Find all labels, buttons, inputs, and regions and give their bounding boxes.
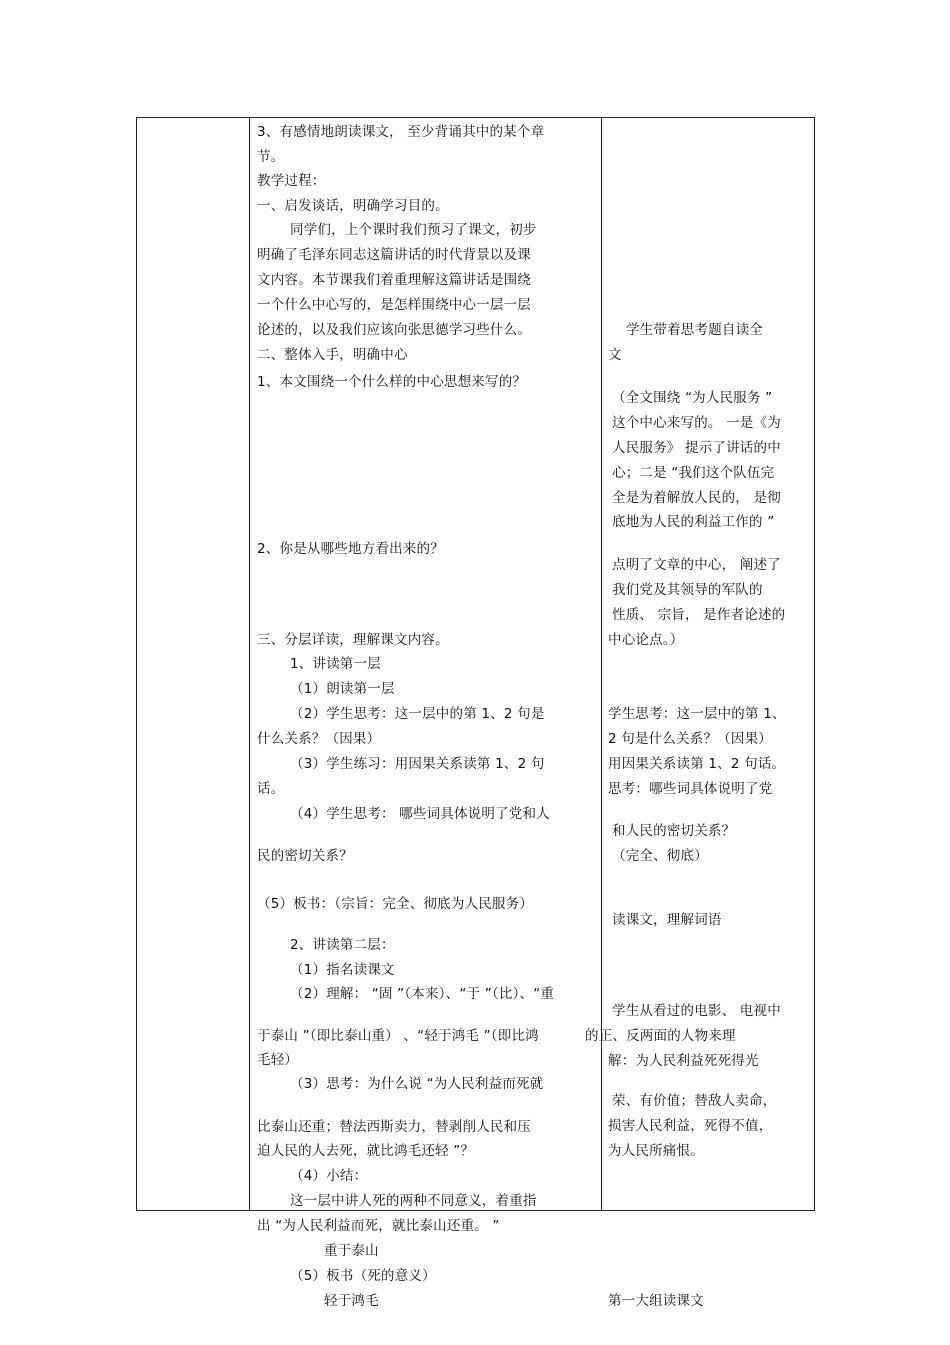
student-activity: （完全、彻底）	[612, 848, 708, 864]
step-line: 民的密切关系？	[257, 848, 353, 864]
step-line: 这一层中讲人死的两种不同意义，着重指	[290, 1193, 537, 1209]
board-note: （5）板书（死的意义）	[290, 1268, 436, 1284]
board-note: 轻于鸿毛	[324, 1293, 379, 1309]
answer-line: 底地为人民的利益工作的 ”	[612, 514, 775, 530]
paragraph-line: 论述的，以及我们应该向张思德学习些什么。	[257, 322, 531, 338]
section-heading: 一、启发谈话，明确学习目的。	[257, 198, 449, 214]
step-line: 什么关系？（因果）	[257, 731, 381, 747]
step-line: 于泰山 ”（即比泰山重） 、“轻于鸿毛 ”（即比鸿	[257, 1028, 539, 1044]
student-activity: 读课文，理解词语	[612, 912, 722, 928]
step-line: （2）理解： “固 ”（本来）、“于 ”（比）、“重	[290, 986, 555, 1002]
answer-line: 性质、 宗旨， 是作者论述的	[612, 607, 786, 623]
step-line: （4）学生思考： 哪些词具体说明了党和人	[290, 806, 550, 822]
answer-line: 我们党及其领导的军队的	[612, 582, 763, 598]
column-divider-left	[249, 117, 250, 1211]
paragraph-line: 一个什么中心写的，是怎样围绕中心一层一层	[257, 297, 531, 313]
step-line: （4）小结：	[290, 1168, 368, 1184]
question: 1、本文围绕一个什么样的中心思想来写的？	[257, 374, 527, 390]
board-note: 重于泰山	[324, 1243, 379, 1259]
step-line: 比泰山还重；替法西斯卖力，替剥削人民和压	[257, 1119, 531, 1135]
student-activity: 用因果关系读第 1、2 句话。	[608, 756, 786, 772]
answer-line: 心；二是 “我们这个队伍完	[612, 465, 775, 481]
objective-3: 3、有感情地朗读课文， 至少背诵其中的某个章	[257, 124, 545, 140]
step-line: 毛轻）	[257, 1052, 299, 1068]
paragraph-line: 文内容。本节课我们着重理解这篇讲话是围绕	[257, 272, 531, 288]
paragraph-line: 同学们，上个课时我们预习了课文，初步	[290, 222, 537, 238]
continuation-line: 出 “为人民利益而死，就比泰山还重。 ”	[257, 1218, 500, 1234]
section-heading: 教学过程：	[257, 173, 326, 189]
step-line: （3）学生练习：用因果关系读第 1、2 句	[290, 756, 545, 772]
text-line: 节。	[257, 149, 285, 165]
student-activity: 和人民的密切关系？	[612, 823, 736, 839]
answer-line: 这个中心来写的。 一是《为	[612, 415, 781, 431]
sub-heading: 2、讲读第二层：	[290, 937, 395, 953]
section-heading: 三、分层详读，理解课文内容。	[257, 632, 449, 648]
answer-line: 点明了文章的中心， 阐述了	[612, 557, 781, 573]
step-line: （1）朗读第一层	[290, 681, 395, 697]
student-activity: 解：为人民利益死死得光	[608, 1053, 759, 1069]
student-activity: 学生带着思考题自读全	[626, 322, 763, 338]
question: 2、你是从哪些地方看出来的？	[257, 541, 444, 557]
student-activity: 2 句是什么关系？（因果）	[608, 731, 772, 747]
student-activity: 损害人民利益，死得不值，	[608, 1118, 773, 1134]
student-activity: 学生从看过的电影、 电视中	[612, 1003, 781, 1019]
answer-line: 中心论点。）	[608, 632, 684, 648]
column-divider-right	[601, 117, 602, 1211]
step-line: （2）学生思考：这一层中的第 1、2 句是	[290, 706, 545, 722]
student-activity: 的正、反两面的人物来理	[585, 1028, 736, 1044]
student-activity: 学生思考：这一层中的第 1、	[608, 706, 786, 722]
student-activity: 为人民所痛恨。	[608, 1143, 704, 1159]
answer-line: 全是为着解放人民的， 是彻	[612, 490, 781, 506]
step-line: （3）思考：为什么说 “为人民利益而死就	[290, 1076, 544, 1092]
student-activity: 思考：哪些词具体说明了党	[608, 781, 773, 797]
student-activity: 荣、有价值；替敌人卖命，	[612, 1093, 777, 1109]
sub-heading: 1、讲读第一层	[290, 656, 381, 672]
student-activity: 第一大组读课文	[608, 1293, 704, 1309]
paragraph-line: 明确了毛泽东同志这篇讲话的时代背景以及课	[257, 247, 531, 263]
step-line: （5）板书：（宗旨：完全、彻底为人民服务）	[257, 896, 534, 912]
step-line: （1）指名读课文	[290, 962, 395, 978]
step-line: 迫人民的人去死，就比鸿毛还轻 ”？	[257, 1143, 475, 1159]
student-activity: 文	[608, 347, 622, 363]
section-heading: 二、整体入手，明确中心	[257, 347, 408, 363]
answer-line: 人民服务》 提示了讲话的中	[612, 440, 781, 456]
answer-line: （全文围绕 “为人民服务 ”	[612, 390, 773, 406]
step-line: 话。	[257, 781, 285, 797]
